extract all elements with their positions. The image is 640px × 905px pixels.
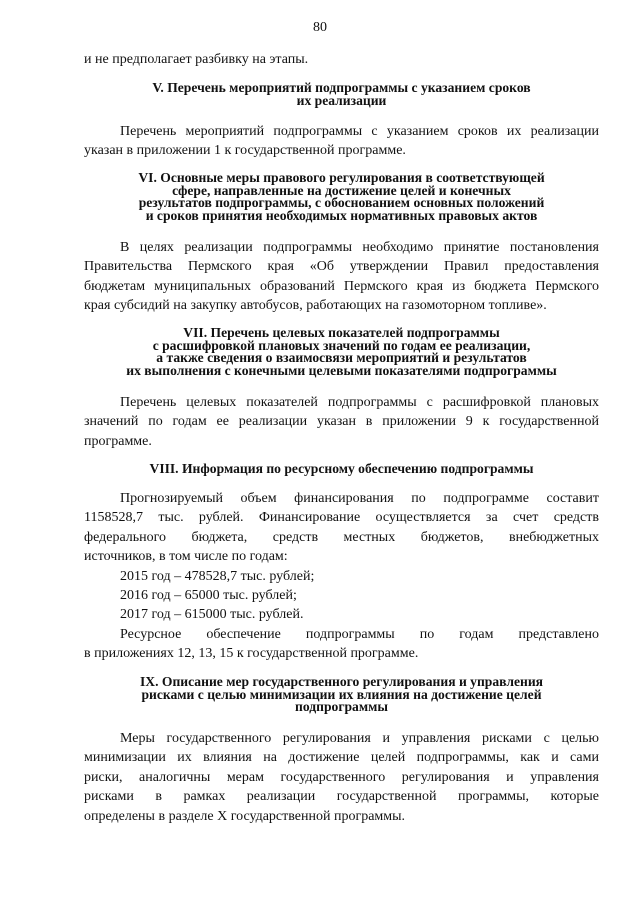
section-7-heading bbox=[84, 327, 599, 377]
section-9-heading bbox=[84, 676, 599, 714]
year-line: 2016 год – 65000 тыс. рублей; bbox=[120, 588, 297, 604]
section-8-body bbox=[84, 489, 599, 664]
heading-line: V. Перечень мероприятий подпрограммы с указанием сроков bbox=[152, 80, 531, 95]
heading-line: VII. Перечень целевых показателей подпрограммы bbox=[183, 325, 500, 340]
section-9-body bbox=[84, 729, 599, 826]
text-line: Ресурсное обеспечение подпрограммы по годам представлено bbox=[120, 626, 599, 642]
section-6-body bbox=[84, 238, 599, 316]
text-line: указан в приложении 1 к государственной программе. bbox=[84, 143, 406, 159]
text-line: Перечень мероприятий подпрограммы с указанием сроков их реализации bbox=[120, 124, 599, 139]
text-line: значений по годам ее реализации указан в приложении 9 к государственной bbox=[84, 414, 599, 430]
heading-line: IX. Описание мер государственного регулирования и управления bbox=[139, 674, 544, 689]
text-line: источников, в том числе по годам: bbox=[84, 549, 288, 565]
heading-line: VI. Основные меры правового регулирования в соответствующей bbox=[138, 170, 545, 185]
text-line: бюджетам муниципальных образований Пермского края из бюджета Пермского bbox=[84, 278, 599, 294]
heading-line: результатов подпрограммы, с обоснованием основных положений bbox=[138, 195, 545, 211]
heading-line: рисками с целью минимизации их влияния на достижение целей bbox=[141, 686, 542, 702]
heading-line: их реализации bbox=[296, 92, 387, 108]
text-line: 1158528,7 тыс. рублей. Финансирование осуществляется за счет средств bbox=[84, 510, 599, 526]
heading-line: и сроков принятия необходимых нормативных правовых актов bbox=[145, 207, 538, 223]
section-5-heading bbox=[84, 82, 599, 107]
heading-line: подпрограммы bbox=[295, 699, 388, 715]
text-line: и не предполагает разбивку на этапы. bbox=[84, 52, 309, 67]
year-line: 2015 год – 478528,7 тыс. рублей; bbox=[120, 568, 315, 584]
heading-line: VIII. Информация по ресурсному обеспечению подпрограммы bbox=[149, 461, 534, 476]
text-line: В целях реализации подпрограммы необходимо принятие постановления bbox=[120, 240, 599, 255]
intro-paragraph bbox=[84, 50, 599, 69]
text-line: определены в разделе X государственной программы. bbox=[84, 808, 406, 824]
section-7-body bbox=[84, 393, 599, 451]
text-line: федерального бюджета, средств местных бюджетов, внебюджетных bbox=[84, 529, 599, 545]
text-line: края субсидий на закупку автобусов, работающих на газомоторном топливе». bbox=[84, 298, 547, 314]
text-line: рисками в рамках реализации государственной программы, которые bbox=[84, 789, 599, 805]
text-line: в приложениях 12, 13, 15 к государственной программе. bbox=[84, 646, 419, 662]
text-line: Перечень целевых показателей подпрограммы с расшифровкой плановых bbox=[120, 395, 599, 410]
heading-line: их выполнения с конечными целевыми показателями подпрограммы bbox=[126, 362, 557, 378]
section-6-heading bbox=[84, 172, 599, 222]
section-8-heading bbox=[84, 463, 599, 476]
text-line: Меры государственного регулирования и управления рисками с целью bbox=[120, 731, 599, 746]
page-number: 80 bbox=[313, 20, 327, 35]
text-line: минимизации их влияния на достижение целей подпрограммы, как и сами bbox=[84, 750, 599, 766]
text-line: программе. bbox=[84, 433, 152, 449]
heading-line: с расшифровкой плановых значений по годам ее реализации, bbox=[152, 337, 531, 353]
heading-line: а также сведения о взаимосвязи мероприятий и результатов bbox=[156, 350, 527, 366]
text-line: Правительства Пермского края «Об утверждении Правил предоставления bbox=[84, 259, 599, 275]
section-5-body bbox=[84, 122, 599, 161]
text-line: риски, аналогичны мерам государственного регулирования и управления bbox=[84, 769, 599, 785]
heading-line: сфере, направленные на достижение целей и конечных bbox=[172, 182, 511, 198]
year-line: 2017 год – 615000 тыс. рублей. bbox=[120, 607, 304, 623]
text-line: Прогнозируемый объем финансирования по подпрограмме составит bbox=[120, 491, 599, 506]
